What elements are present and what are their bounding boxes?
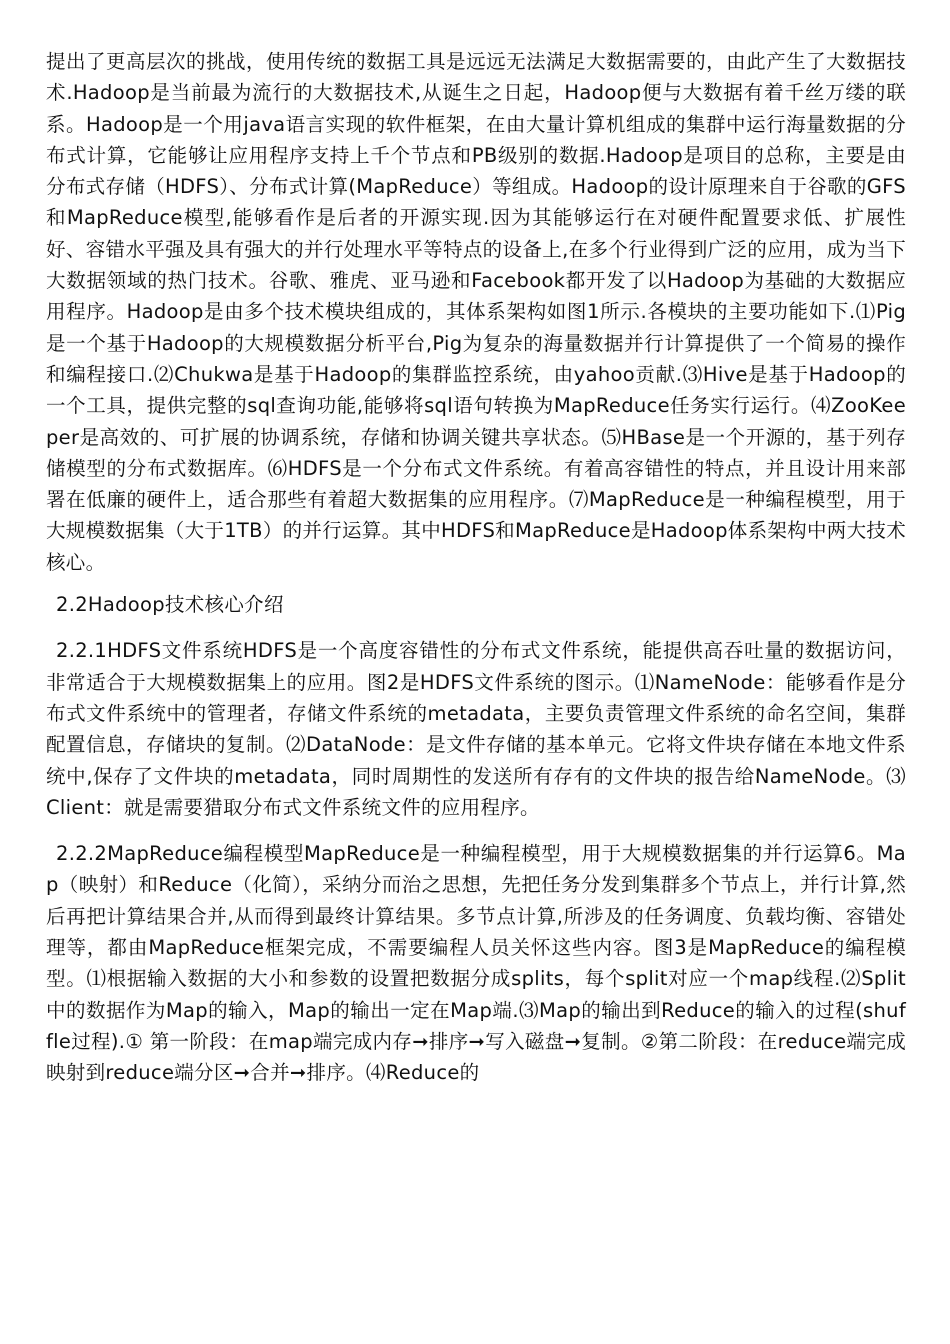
mapreduce-paragraph: 2.2.2MapReduce编程模型MapReduce是一种编程模型，用于大规模数据集的并行运算6。Map（映射）和Reduce（化简），采纳分而治之思想，先把任务分发到集群多个节点上，并行计算,然后再把计算结果合并,从而得到最终计算结果。多节点计算,所涉及的任务调度、负载均衡、容错处理等，都由MapReduce框架完成，不需要编程人员关怀这些内容。图3是MapReduce的编程模型。⑴根据输入数据的大小和参数的设置把数据分成splits，每个split对应一个map线程.⑵Split中的数据作为Map的输入，Map的输出一定在Map端.⑶Map的输出到Reduce的输入的过程(shuffle过程).① 第一阶段：在map端完成内存➞排序➞写入磁盘➞复制。②第二阶段：在reduce端完成映射到reduce端分区➞合并➞排序。⑷Reduce的 bbox=[46, 842, 906, 1085]
hdfs-paragraph: 2.2.1HDFS文件系统HDFS是一个高度容错性的分布式文件系统，能提供高吞吐量的数据访问，非常适合于大规模数据集上的应用。图2是HDFS文件系统的图示。⑴NameNode：能够看作是分布式文件系统中的管理者，存储文件系统的metadata，主要负责管理文件系统的命名空间，集群配置信息，存储块的复制。⑵DataNode：是文件存储的基本单元。它将文件块存储在本地文件系统中,保存了文件块的metadata，同时周期性的发送所有存有的文件块的报告给NameNode。⑶Client：就是需要猎取分布式文件系统文件的应用程序。 bbox=[46, 639, 906, 819]
intro-paragraph: 提出了更高层次的挑战，使用传统的数据工具是远远无法满足大数据需要的，由此产生了大数据技术.Hadoop是当前最为流行的大数据技术,从诞生之日起，Hadoop便与大数据有着千丝万缕的联系。Hadoop是一个用java语言实现的软件框架，在由大量计算机组成的集群中运行海量数据的分布式计算，它能够让应用程序支持上千个节点和PB级别的数据.Hadoop是项目的总称，主要是由分布式存储（HDFS）、分布式计算(MapReduce）等组成。Hadoop的设计原理来自于谷歌的GFS和MapReduce模型,能够看作是后者的开源实现.因为其能够运行在对硬件配置要求低、扩展性好、容错水平强及具有强大的并行处理水平等特点的设备上,在多个行业得到广泛的应用，成为当下大数据领域的热门技术。谷歌、雅虎、亚马逊和Facebook都开发了以Hadoop为基础的大数据应用程序。Hadoop是由多个技术模块组成的，其体系架构如图1所示.各模块的主要功能如下.⑴Pig是一个基于Hadoop的大规模数据分析平台,Pig为复杂的海量数据并行计算提供了一个简易的操作和编程接口.⑵Chukwa是基于Hadoop的集群监控系统，由yahoo贡献.⑶Hive是基于Hadoop的一个工具，提供完整的sql查询功能,能够将sql语句转换为MapReduce任务实行运行。⑷ZooKeeper是高效的、可扩展的协调系统，存储和协调关键共享状态。⑸HBase是一个开源的，基于列存储模型的分布式数据库。⑹HDFS是一个分布式文件系统。有着高容错性的特点，并且设计用来部署在低廉的硬件上，适合那些有着超大数据集的应用程序。⑺MapReduce是一种编程模型，用于大规模数据集（大于1TB）的并行运算。其中HDFS和MapReduce是Hadoop体系架构中两大技术核心。 bbox=[46, 50, 906, 574]
document-page bbox=[46, 46, 906, 1089]
section-heading-hadoop-core: 2.2Hadoop技术核心介绍 bbox=[56, 593, 284, 617]
